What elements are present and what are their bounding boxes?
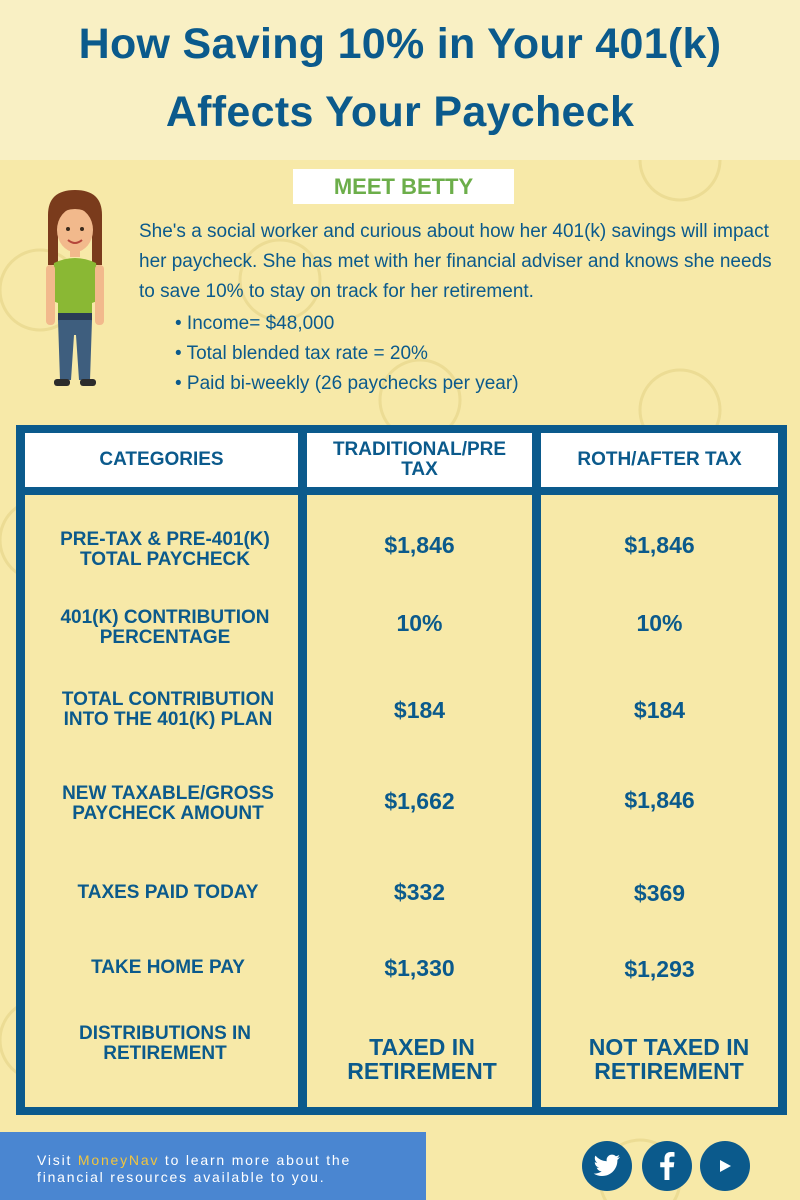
fact-tax-rate: • Total blended tax rate = 20%	[175, 343, 428, 364]
roth-value: $369	[633, 880, 686, 906]
footer-text-after: to learn more about the financial resources available to you.	[37, 1152, 352, 1185]
meet-betty-label: MEET BETTY	[293, 169, 514, 204]
twitter-icon[interactable]	[582, 1141, 632, 1191]
youtube-icon[interactable]	[700, 1141, 750, 1191]
header-traditional: TRADITIONAL/PRE TAX	[307, 433, 532, 487]
page-title-line2: Affects Your Paycheck	[165, 88, 635, 136]
traditional-value: $332	[393, 879, 446, 905]
intro-description: She's a social worker and curious about how her 401(k) savings will impact her paycheck. She has met with her financial adviser and knows she needs to save 10% to stay on track for her retirement.	[139, 221, 772, 302]
betty-avatar-icon	[30, 185, 120, 400]
roth-value: $1,846	[624, 532, 695, 558]
facts-list	[175, 309, 519, 399]
moneynav-link[interactable]: MoneyNav	[77, 1152, 160, 1168]
row-label: DISTRIBUTIONS IN RETIREMENT	[78, 1023, 252, 1064]
row-label: TOTAL CONTRIBUTION INTO THE 401(K) PLAN	[61, 689, 275, 730]
traditional-value: TAXED IN RETIREMENT	[347, 1034, 497, 1084]
footer-text-before: Visit	[37, 1152, 78, 1168]
comparison-table	[16, 425, 787, 1115]
header-categories: CATEGORIES	[25, 433, 298, 487]
header-roth: ROTH/AFTER TAX	[541, 433, 778, 487]
row-label: NEW TAXABLE/GROSS PAYCHECK AMOUNT	[62, 783, 274, 824]
roth-value: $184	[633, 697, 686, 723]
traditional-value: 10%	[396, 610, 443, 636]
roth-value: 10%	[636, 610, 683, 636]
traditional-value: $184	[393, 697, 446, 723]
page-title-line1: How Saving 10% in Your 401(k)	[78, 20, 722, 68]
traditional-value: $1,662	[384, 788, 455, 814]
roth-value: NOT TAXED IN RETIREMENT	[588, 1034, 750, 1084]
row-label: PRE-TAX & PRE-401(K) TOTAL PAYCHECK	[60, 529, 270, 570]
roth-value: $1,846	[624, 787, 695, 813]
footer-text	[37, 1152, 417, 1186]
header	[0, 0, 800, 160]
traditional-value: $1,330	[384, 955, 455, 981]
row-label: 401(K) CONTRIBUTION PERCENTAGE	[60, 607, 270, 648]
roth-value: $1,293	[624, 956, 695, 982]
row-label: TAXES PAID TODAY	[77, 882, 259, 903]
facebook-icon[interactable]	[642, 1141, 692, 1191]
row-label: TAKE HOME PAY	[91, 957, 245, 978]
traditional-value: $1,846	[384, 532, 455, 558]
fact-pay-frequency: • Paid bi-weekly (26 paychecks per year)	[175, 373, 519, 394]
fact-income: • Income= $48,000	[175, 313, 335, 334]
